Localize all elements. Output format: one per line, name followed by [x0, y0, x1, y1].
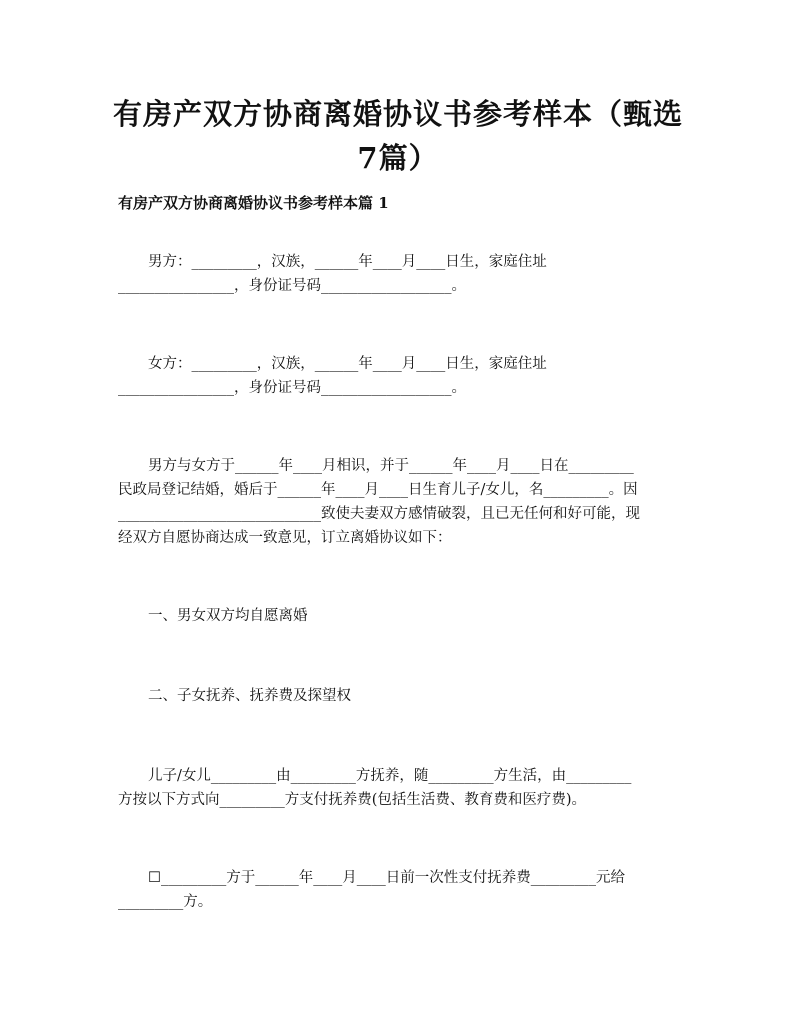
marriage-line-3: ____________________________致使夫妻双方感情破裂，且已无任何和好可能，现	[118, 506, 640, 522]
custody-paragraph	[118, 764, 680, 812]
custody-line-1: 儿子/女儿_________由_________方抚养，随_________方生活，由_________	[148, 768, 632, 784]
clause-1-text: 一、男女双方均自愿离婚	[148, 608, 308, 624]
title-line-1: 有房产双方协商离婚协议书参考样本（甄选	[112, 97, 683, 131]
marriage-line-1: 男方与女方于______年____月相识，并于______年____月____日在_________	[148, 458, 634, 474]
marriage-line-4: 经双方自愿协商达成一致意见，订立离婚协议如下：	[118, 530, 452, 546]
man-info-paragraph	[118, 250, 680, 298]
payment-line-2: _________方。	[118, 894, 213, 910]
clause-2-heading	[118, 684, 680, 708]
marriage-paragraph	[118, 454, 680, 550]
title-line-2: 7篇）	[357, 141, 439, 175]
payment-paragraph	[118, 866, 680, 914]
clause-1-heading	[118, 604, 680, 628]
marriage-line-2: 民政局登记结婚，婚后于______年____月____日生育儿子/女儿，名_________。因	[118, 482, 638, 498]
man-info-line-2: ________________，身份证号码__________________。	[118, 278, 466, 294]
section-heading: 有房产双方协商离婚协议书参考样本篇 1	[118, 194, 389, 212]
clause-2-text: 二、子女抚养、抚养费及探望权	[148, 688, 351, 704]
woman-info-line-1: 女方：_________，汉族，______年____月____日生，家庭住址	[148, 356, 547, 372]
custody-line-2: 方按以下方式向_________方支付抚养费(包括生活费、教育费和医疗费)。	[118, 792, 587, 808]
woman-info-line-2: ________________，身份证号码__________________。	[118, 380, 466, 396]
man-info-line-1: 男方：_________，汉族，______年____月____日生，家庭住址	[148, 254, 547, 270]
woman-info-paragraph	[118, 352, 680, 400]
payment-line-1: ☐_________方于______年____月____日前一次性支付抚养费_________元给	[148, 870, 625, 886]
document-title	[100, 92, 696, 180]
